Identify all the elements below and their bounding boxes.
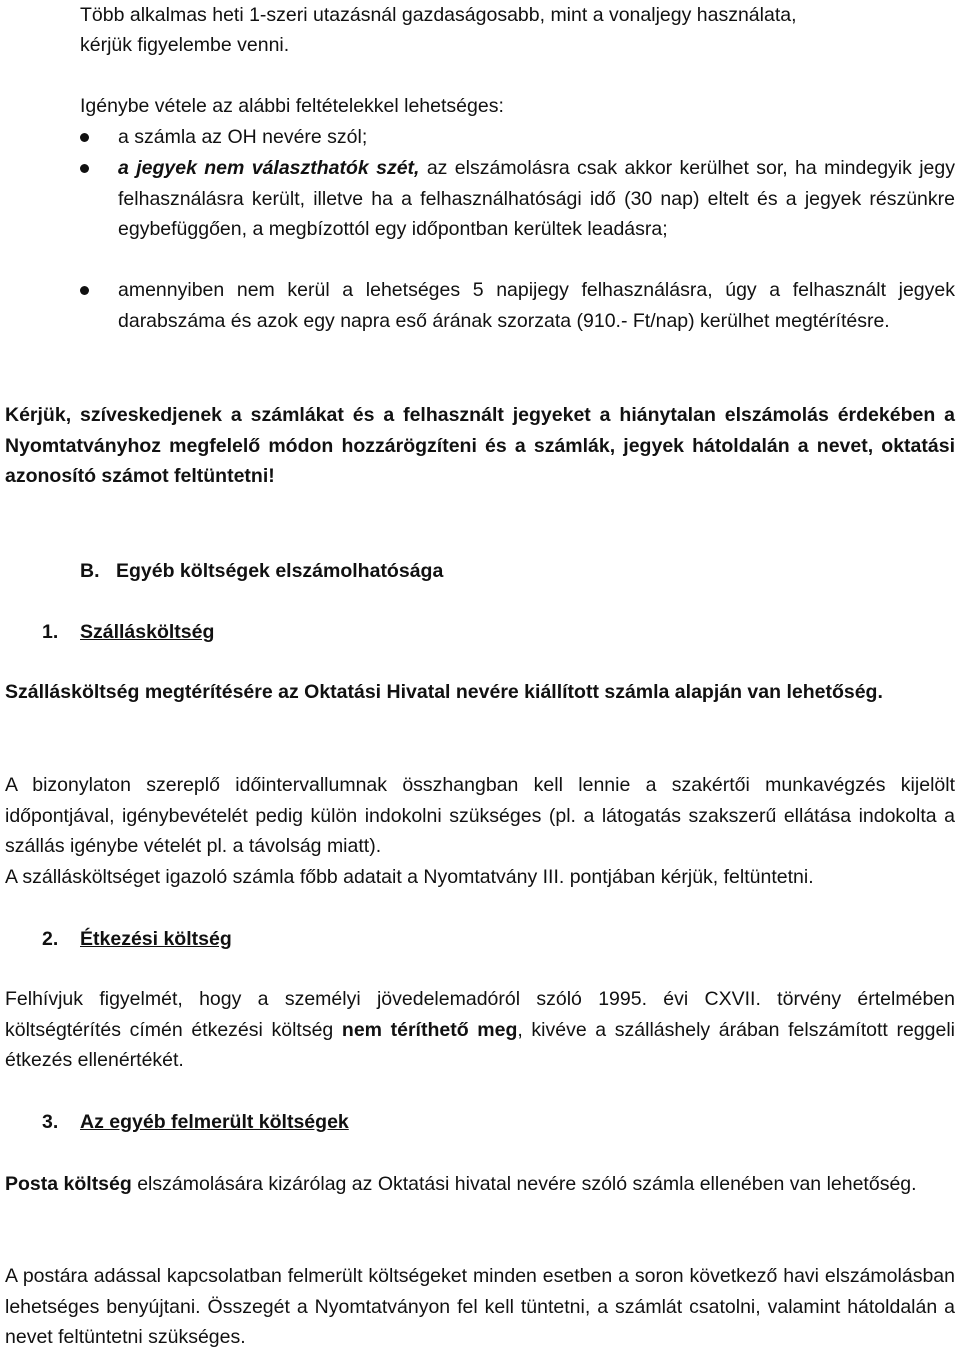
accommodation-rule: Szállásköltség megtérítésére az Oktatási Hivatal nevére kiállított számla alapján van lehetőség. (5, 681, 883, 703)
postage-paragraph (5, 1169, 955, 1200)
bullet-icon (80, 133, 89, 142)
bullet-icon (80, 164, 89, 173)
notice-paragraph: Kérjük, szíveskedjenek a számlákat és a felhasznált jegyeket a hiánytalan elszámolás érdekében a Nyomtatványhoz megfelelő módon hozzárögzíteni és a számlák, jegyek hátoldalán a nevet, oktatási azonosító számot feltüntetni! (5, 404, 955, 487)
condition-item-2-text: az elszámolásra csak akkor kerülhet sor, ha mindegyik jegy felhasználásra került, illetve ha a felhasználhatósági idő (30 nap) eltelt és a jegyek részünkre egybefüggően, a megbízottól egy időpontban kerültek leadásra; (118, 157, 955, 240)
section-3-title: Az egyéb felmerült költségek (80, 1111, 349, 1133)
section-2-title: Étkezési költség (80, 928, 232, 950)
meals-emphasis: nem téríthető meg (341, 1018, 518, 1041)
postage-text: elszámolására kizárólag az Oktatási hivatal nevére szóló számla ellenében van lehetőség. (131, 1173, 917, 1195)
meals-text-2: , kivéve a szálláshely árában felszámított reggeli étkezés ellenértékét. (5, 1018, 955, 1071)
postage-submission-paragraph: A postára adással kapcsolatban felmerült költségeket minden esetben a soron következő havi elszámolásban lehetséges benyújtani. Összegét a Nyomtatványon fel kell tüntetni, a számlát csatolni, valamint hátoldalán a nevet feltüntetni szükséges. (5, 1265, 955, 1348)
meals-paragraph (5, 984, 955, 1076)
section-b-title: Egyéb költségek elszámolhatósága (116, 560, 444, 582)
section-2-number: 2. (42, 928, 59, 950)
conditions-intro: Igénybe vétele az alábbi feltételekkel lehetséges: (80, 95, 504, 117)
intro-line-1: Több alkalmas heti 1-szeri utazásnál gazdaságosabb, mint a vonaljegy használata, (80, 4, 797, 26)
intro-line-2: kérjük figyelembe venni. (80, 34, 290, 56)
postage-emphasis: Posta költség (5, 1173, 132, 1195)
section-b-label: B. (80, 560, 100, 582)
condition-item-3: amennyiben nem kerül a lehetséges 5 napijegy felhasználásra, úgy a felhasznált jegyek darabszáma és azok egy napra eső árának szorzata (910.- Ft/nap) kerülhet megtérítésre. (118, 279, 955, 332)
condition-item-2 (118, 153, 955, 245)
accommodation-paragraph-2: A szállásköltséget igazoló számla főbb adatait a Nyomtatvány III. pontjában kérjük, feltüntetni. (5, 866, 814, 888)
condition-item-1: a számla az OH nevére szól; (118, 126, 368, 148)
accommodation-paragraph-1: A bizonylaton szereplő időintervallumnak összhangban kell lennie a szakértői munkavégzés kijelölt időpontjával, igénybevételét pedig külön indokolni szükséges (pl. a látogatás szakszerű ellátása indokolta a szállás igénybe vételét pl. a távolság miatt). (5, 774, 955, 857)
section-1-number: 1. (42, 621, 59, 643)
section-3-number: 3. (42, 1111, 59, 1133)
condition-item-2-emphasis: a jegyek nem választhatók szét, (118, 157, 420, 179)
bullet-icon (80, 286, 89, 295)
section-1-title: Szállásköltség (80, 621, 215, 643)
meals-text-1: Felhívjuk figyelmét, hogy a személyi jövedelemadóról szóló 1995. évi CXVII. törvény értelmében költségtérítés címén étkezési költség (5, 988, 955, 1041)
